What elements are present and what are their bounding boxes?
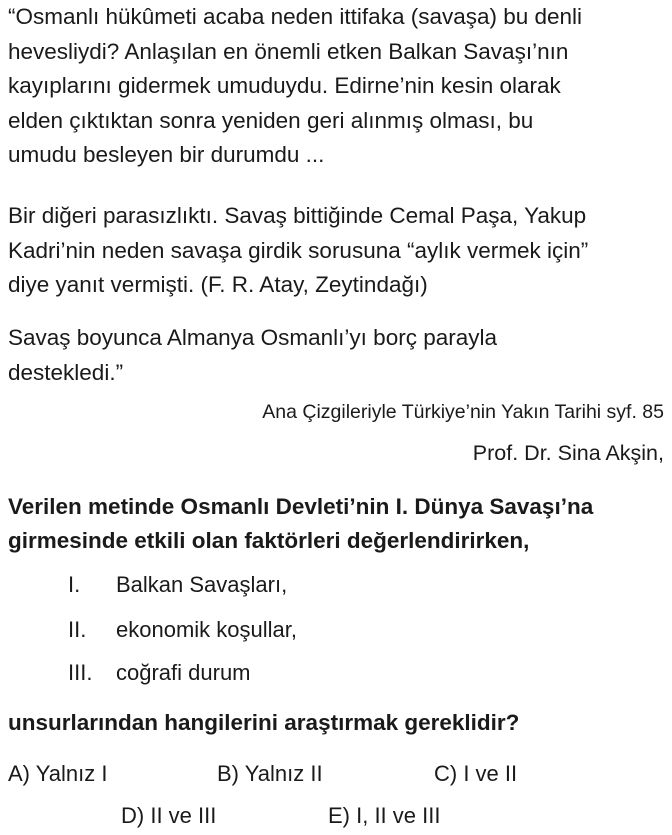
question-stem-line: Verilen metinde Osmanlı Devleti’nin I. Dünya Savaşı’na [8,494,594,519]
passage-line: Kadri’nin neden savaşa girdik sorusuna “aylık vermek için” [8,237,589,263]
source-author: Prof. Dr. Sina Akşin, [472,441,664,465]
answer-option-c[interactable]: C) I ve II [434,761,518,786]
passage-line: umudu besleyen bir durumdu ... [8,142,325,167]
item-number: II. [68,617,87,642]
answer-option-a[interactable]: A) Yalnız I [8,761,108,786]
passage-line: Bir diğeri parasızlıktı. Savaş bittiğinde Cemal Paşa, Yakup [8,203,587,228]
item-text: coğrafi durum [116,660,251,685]
passage-line: elden çıktıktan sonra yeniden geri alınmış olması, bu [8,107,534,133]
question-closing-line: unsurlarından hangilerini araştırmak gereklidir? [8,710,520,735]
passage-line: hevesliydi? Anlaşılan en önemli etken Balkan Savaşı’nın [8,38,569,64]
answer-option-b[interactable]: B) Yalnız II [217,761,323,786]
item-text: ekonomik koşullar, [116,617,297,642]
passage-paragraph-1 [8,0,664,173]
item-number: I. [68,572,81,597]
passage-paragraph-2 [8,199,664,303]
passage-line: destekledi.” [8,359,124,385]
question-stem [8,490,664,558]
answer-option-d[interactable]: D) II ve III [121,803,217,828]
item-number: III. [68,660,93,685]
list-item [68,572,287,598]
passage-line: “Osmanlı hükûmeti acaba neden ittifaka (savaşa) bu denli [8,4,583,29]
passage-paragraph-3 [8,321,664,390]
item-text: Balkan Savaşları, [116,572,288,597]
answer-option-e[interactable]: E) I, II ve III [328,803,441,828]
passage-line: diye yanıt vermişti. (F. R. Atay, Zeytindağı) [8,272,428,297]
passage-line: Savaş boyunca Almanya Osmanlı’yı borç parayla [8,325,497,350]
list-item [68,660,251,686]
question-closing [8,706,664,740]
list-item [68,617,297,643]
passage-line: kayıplarını gidermek umuduydu. Edirne’nin kesin olarak [8,73,561,98]
question-stem-line: girmesinde etkili olan faktörleri değerlendirirken, [8,528,530,553]
source-title: Ana Çizgileriyle Türkiye’nin Yakın Tarihi syf. 85 [262,401,664,423]
